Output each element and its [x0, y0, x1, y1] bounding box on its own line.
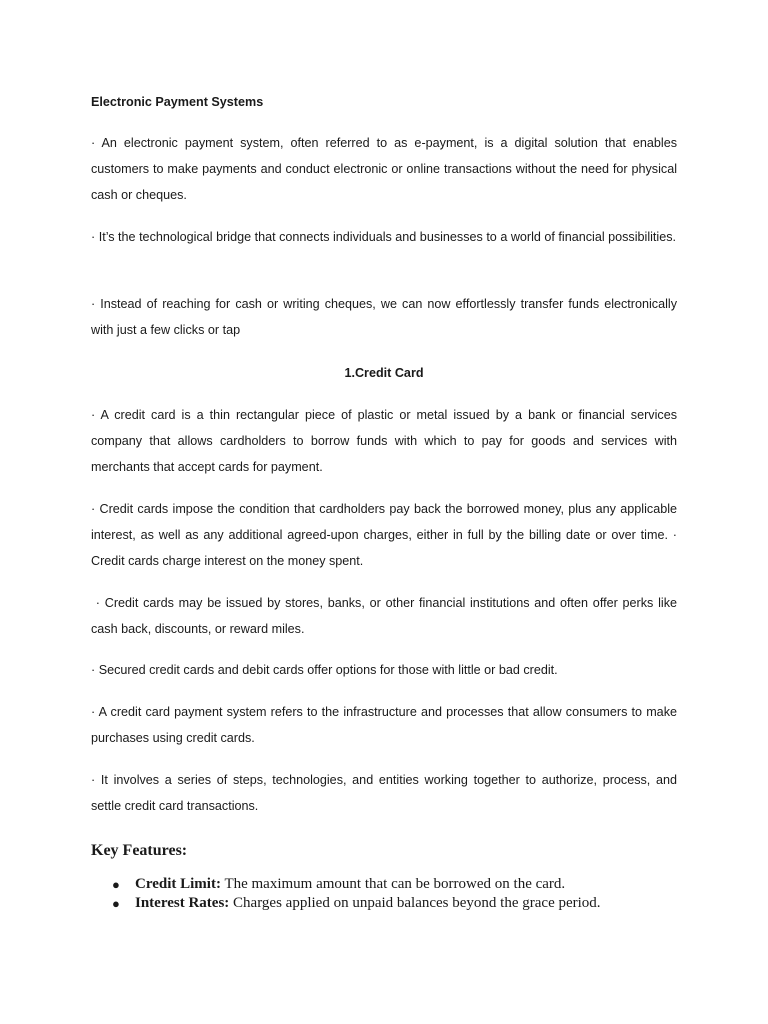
intro-paragraph-3: · Instead of reaching for cash or writing cheques, we can now effortlessly transfer funds electronically with just a few clicks or tap	[91, 297, 677, 337]
feature-description: The maximum amount that can be borrowed on the card.	[220, 876, 566, 892]
feature-term: Credit Limit:	[135, 876, 221, 892]
feature-description: Charges applied on unpaid balances beyond the grace period.	[229, 895, 601, 911]
bullet-icon: ●	[112, 896, 120, 911]
bullet-icon: ●	[112, 877, 120, 892]
credit-card-paragraph-4: · Secured credit cards and debit cards offer options for those with little or bad credit.	[91, 663, 558, 677]
list-item	[91, 894, 691, 913]
section-heading-credit-card: 1.Credit Card	[344, 366, 424, 380]
intro-paragraph-1: · An electronic payment system, often referred to as e-payment, is a digital solution that enables customers to make payments and conduct electronic or online transactions without the need for physical cash or cheques.	[91, 136, 677, 202]
document-title: Electronic Payment Systems	[91, 95, 264, 109]
credit-card-paragraph-3: · Credit cards may be issued by stores, banks, or other financial institutions and often offer perks like cash back, discounts, or reward miles.	[91, 596, 681, 636]
key-features-list	[91, 875, 691, 913]
intro-paragraph-2: · It’s the technological bridge that connects individuals and businesses to a world of financial possibilities.	[91, 230, 677, 244]
credit-card-paragraph-5: · A credit card payment system refers to the infrastructure and processes that allow consumers to make purchases using credit cards.	[91, 705, 677, 745]
feature-term: Interest Rates:	[135, 895, 230, 911]
credit-card-paragraph-1: · A credit card is a thin rectangular piece of plastic or metal issued by a bank or financial services company that allows cardholders to borrow funds with which to pay for goods and services with merchants that accept cards for payment.	[91, 408, 677, 474]
credit-card-paragraph-2: · Credit cards impose the condition that cardholders pay back the borrowed money, plus any applicable interest, as well as any additional agreed-upon charges, either in full by the billing date or over time. · Credit cards charge interest on the money spent.	[91, 502, 677, 568]
credit-card-paragraph-6: · It involves a series of steps, technologies, and entities working together to authorize, process, and settle credit card transactions.	[91, 773, 677, 813]
key-features-heading: Key Features:	[91, 842, 188, 859]
list-item	[91, 875, 691, 894]
